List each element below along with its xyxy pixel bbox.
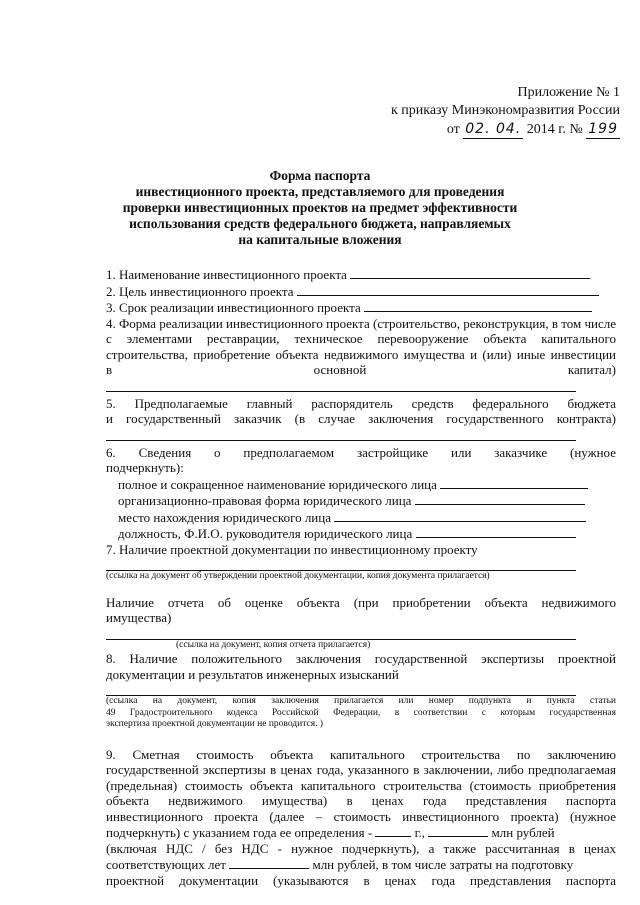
field-line[interactable]: [334, 509, 586, 522]
item-4: 4. Форма реализации инвестиционного проекта (строительство, реконструкция, в том числе: [106, 315, 616, 331]
form-title: Форма паспорта инвестиционного проекта, представляемого для проведения проверки инвестиционных проектов на предмет эффективности использования средств федерального бюджета, направляемых на капитальные вложения: [122, 168, 518, 247]
item-7-valuation-note: (ссылка на документ, копия отчета прилагается): [176, 639, 371, 650]
item-9-year-line: подчеркнуть) с указанием года ее определения - г., млн рублей: [106, 825, 555, 840]
handwritten-order-number: 199: [588, 121, 618, 137]
handwritten-date: 02. 04.: [465, 121, 522, 137]
item-6-location: место нахождения юридического лица: [106, 509, 616, 526]
item-6-name: полное и сокращенное наименование юридического лица: [106, 476, 616, 493]
item-5: 5. Предполагаемые главный распорядитель средств федерального бюджета: [106, 395, 616, 411]
field-line[interactable]: [297, 283, 599, 296]
item-7-note: (ссылка на документ об утверждении проектной документации, копия документа прилагается): [106, 571, 490, 581]
form-body: 1. Наименование инвестиционного проекта 2. Цель инвестиционного проекта 3. Срок реализации инвестиционного проекта 4. Форма реализации инвестиционного проекта (строительство, реконструкция, в том числе с элементами реставрации, техническое перевооружение объекта капитального строительства, приобретение объекта недвижимого имущества и (или) иные инвестиции в основной капитал) 5. Предполагаемые главный распорядитель средств федерального бюджета и государственный заказчик (в случае заключения государственного контракта) 6. Сведения о предполагаемом застройщике или заказчике (нужное подчеркнуть): полное и сокращенное наименование юридического лица организационно-правовая форма юридического лица место нахождения юридического лица должность, Ф.И.О. руководителя юридического лица 7. Наличие проектной документации по инвестиционному проекту (ссылка на документ об утверждении проектной документации, копия документа прилагается) Наличие отчета об оценке объекта (при приобретении объекта недвижимого имущества) (ссылка на документ, копия отчета прилагается) 8. Наличие положительного заключения государственной экспертизы проектной документации и результатов инженерных изысканий (ссылка на документ, копия заключения прилагается или номер подпункта и пункта статьи 49 Градостроительного кодекса Российской Федерации, в соответствии с которым государственная экспертиза проектной документации не проводится. ) 9. Сметная стоимость объекта капитального строительства по заключению государственной экспертизы в ценах года, указанного в заключении, либо предполагаемая (предельная) стоимость объекта капитального строительства (стоимость приобретения объекта недвижимого имущества) в ценах года представления паспорта инвестиционного проекта (далее – стоимость инвестиционного проекта) (нужное подчеркнуть) с указанием года ее определения - г., млн рублей (включая НДС / без НДС - нужное подчеркнуть), а также рассчитанная в ценах соответствующих лет млн рублей, в том числе затраты на подготовку проектной документации (указываются в ценах года представления паспорта: [106, 267, 616, 888]
item-1: 1. Наименование инвестиционного проекта: [106, 266, 616, 283]
field-line[interactable]: [428, 824, 488, 837]
item-6-legal-form: организационно-правовая форма юридического лица: [106, 492, 616, 509]
item-7: 7. Наличие проектной документации по инвестиционному проекту: [106, 541, 478, 557]
field-line[interactable]: [229, 856, 309, 869]
order-reference: к приказу Минэкономразвития России: [390, 103, 620, 118]
field-line[interactable]: [364, 299, 592, 312]
item-2: 2. Цель инвестиционного проекта: [106, 283, 616, 300]
appendix-header: [340, 84, 620, 139]
appendix-number: Приложение № 1: [517, 85, 620, 100]
item-9: 9. Сметная стоимость объекта капитального строительства по заключению: [106, 746, 616, 762]
item-3: 3. Срок реализации инвестиционного проекта: [106, 299, 616, 316]
item-8: 8. Наличие положительного заключения государственной экспертизы проектной: [106, 651, 616, 666]
item-8-note: (ссылка на документ, копия заключения прилагается или номер подпункта и пункта статьи: [106, 696, 616, 706]
field-line[interactable]: [350, 266, 590, 279]
order-date-line: от 02. 04. 2014 г. № 199: [446, 121, 618, 137]
field-line[interactable]: [375, 824, 411, 837]
item-9-years-line: соответствующих лет млн рублей, в том числе затраты на подготовку: [106, 857, 574, 872]
field-line[interactable]: [440, 476, 588, 489]
field-line[interactable]: [416, 525, 576, 538]
item-7-valuation: Наличие отчета об оценке объекта (при приобретении объекта недвижимого: [106, 594, 616, 610]
field-line[interactable]: [415, 492, 585, 505]
item-6: 6. Сведения о предполагаемом застройщике или заказчике (нужное: [106, 444, 616, 460]
item-6-head: должность, Ф.И.О. руководителя юридического лица: [106, 525, 616, 542]
